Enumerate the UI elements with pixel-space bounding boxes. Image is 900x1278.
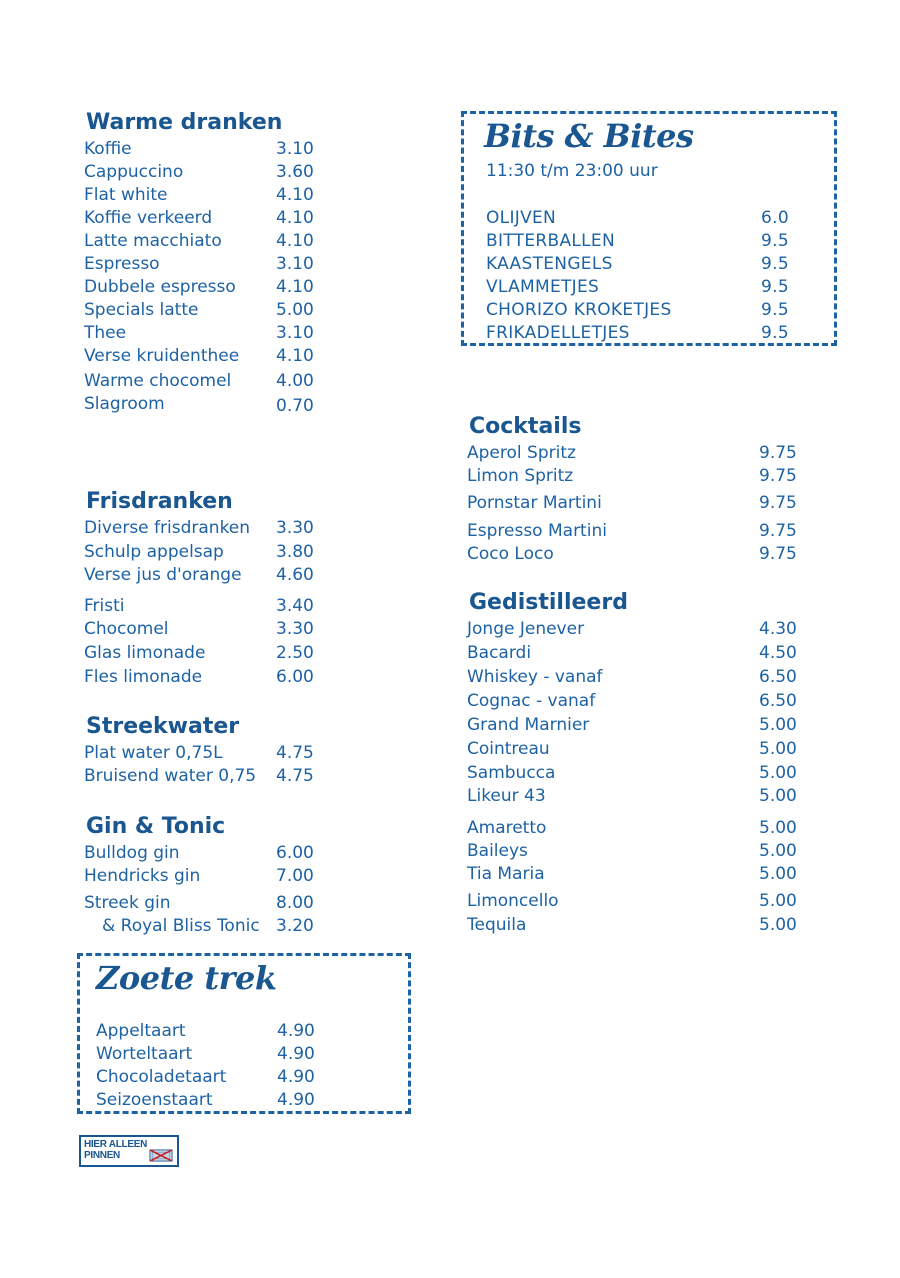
menu-item xyxy=(84,595,346,618)
item-price: 3.30 xyxy=(276,619,314,639)
item-price: 9.5 xyxy=(761,277,789,297)
menu-item xyxy=(84,345,346,368)
menu-item xyxy=(467,762,829,785)
menu-item xyxy=(467,442,829,465)
item-name: Baileys xyxy=(467,841,528,861)
item-price: 6.00 xyxy=(276,843,314,863)
menu-item xyxy=(467,642,829,665)
section-title: Streekwater xyxy=(86,714,240,739)
item-name: Cognac - vanaf xyxy=(467,691,596,711)
menu-item xyxy=(84,230,346,253)
section-title: Warme dranken xyxy=(86,110,283,135)
menu-item xyxy=(96,1020,396,1043)
item-name: Thee xyxy=(84,323,127,343)
menu-item xyxy=(84,541,346,564)
menu-item xyxy=(84,161,346,184)
menu-item xyxy=(84,842,346,865)
item-price: 4.75 xyxy=(276,743,314,763)
item-price: 4.90 xyxy=(277,1044,315,1064)
item-price: 4.00 xyxy=(276,371,314,391)
item-price: 5.00 xyxy=(759,739,797,759)
menu-item xyxy=(467,690,829,713)
section-title: Bits & Bites xyxy=(484,117,694,155)
item-price: 9.5 xyxy=(761,323,789,343)
menu-item xyxy=(84,564,346,587)
item-name: Fristi xyxy=(84,596,125,616)
item-price: 3.30 xyxy=(276,518,314,538)
item-price: 5.00 xyxy=(759,841,797,861)
item-name: Amaretto xyxy=(467,818,547,838)
menu-item xyxy=(84,618,346,641)
section-title: Frisdranken xyxy=(86,489,233,514)
item-name: & Royal Bliss Tonic xyxy=(102,916,260,936)
item-list xyxy=(86,842,346,938)
item-price: 0.70 xyxy=(276,396,314,416)
menu-item xyxy=(467,840,829,863)
item-name: Seizoenstaart xyxy=(96,1090,213,1110)
item-name: Tia Maria xyxy=(467,864,545,884)
item-name: Streek gin xyxy=(84,893,171,913)
section-streekwater xyxy=(86,714,346,788)
item-list xyxy=(469,618,829,937)
item-name: Koffie xyxy=(84,139,132,159)
item-name: Likeur 43 xyxy=(467,786,546,806)
menu-item xyxy=(467,714,829,737)
pin-only-sign xyxy=(79,1135,179,1167)
item-price: 5.00 xyxy=(759,715,797,735)
item-price: 6.0 xyxy=(761,208,789,228)
item-name: Slagroom xyxy=(84,394,165,414)
menu-item xyxy=(84,517,346,540)
menu-item xyxy=(84,742,346,765)
menu-item xyxy=(84,642,346,665)
item-name: Grand Marnier xyxy=(467,715,590,735)
item-price: 4.10 xyxy=(276,208,314,228)
item-name: Flat white xyxy=(84,185,168,205)
item-price: 4.90 xyxy=(277,1021,315,1041)
item-price: 5.00 xyxy=(759,915,797,935)
item-price: 6.50 xyxy=(759,691,797,711)
item-name: VLAMMETJES xyxy=(486,277,600,297)
item-list xyxy=(96,1020,396,1112)
item-price: 3.10 xyxy=(276,139,314,159)
item-name: Cappuccino xyxy=(84,162,184,182)
menu-item xyxy=(84,370,346,393)
item-name: Coco Loco xyxy=(467,544,554,564)
item-price: 7.00 xyxy=(276,866,314,886)
item-name: Whiskey - vanaf xyxy=(467,667,603,687)
item-name: BITTERBALLEN xyxy=(486,231,615,251)
menu-item xyxy=(84,865,346,888)
menu-item xyxy=(486,230,826,253)
item-price: 3.80 xyxy=(276,542,314,562)
item-name: Specials latte xyxy=(84,300,199,320)
pin-sign-line1: HIER ALLEEN xyxy=(84,1139,147,1150)
menu-item xyxy=(96,1089,396,1112)
item-price: 9.75 xyxy=(759,466,797,486)
item-list xyxy=(86,138,346,416)
menu-item xyxy=(486,207,826,230)
menu-item xyxy=(467,817,829,840)
menu-item xyxy=(467,543,829,566)
item-list xyxy=(86,742,346,788)
item-price: 3.10 xyxy=(276,254,314,274)
item-name: Limon Spritz xyxy=(467,466,574,486)
item-price: 5.00 xyxy=(759,818,797,838)
item-name: Limoncello xyxy=(467,891,559,911)
item-price: 4.10 xyxy=(276,277,314,297)
item-price: 5.00 xyxy=(759,786,797,806)
item-price: 5.00 xyxy=(759,864,797,884)
item-name: Espresso xyxy=(84,254,160,274)
no-cash-icon xyxy=(149,1148,173,1162)
item-price: 3.20 xyxy=(276,916,314,936)
menu-item xyxy=(84,393,346,416)
item-name: CHORIZO KROKETJES xyxy=(486,300,672,320)
item-price: 5.00 xyxy=(759,763,797,783)
item-price: 4.90 xyxy=(277,1090,315,1110)
item-price: 3.40 xyxy=(276,596,314,616)
menu-item xyxy=(467,666,829,689)
item-price: 9.75 xyxy=(759,493,797,513)
item-list xyxy=(86,517,346,689)
item-price: 5.00 xyxy=(276,300,314,320)
item-price: 9.5 xyxy=(761,231,789,251)
item-price: 9.75 xyxy=(759,521,797,541)
menu-item xyxy=(486,322,826,345)
item-name: Glas limonade xyxy=(84,643,206,663)
item-name: Plat water 0,75L xyxy=(84,743,223,763)
item-price: 2.50 xyxy=(276,643,314,663)
item-name: Cointreau xyxy=(467,739,550,759)
item-price: 9.5 xyxy=(761,300,789,320)
bits-bites-box xyxy=(461,111,837,346)
item-name: Fles limonade xyxy=(84,667,203,687)
menu-item xyxy=(84,184,346,207)
menu-item xyxy=(84,765,346,788)
item-price: 6.00 xyxy=(276,667,314,687)
section-title: Gin & Tonic xyxy=(86,814,226,839)
menu-item xyxy=(84,299,346,322)
item-price: 4.90 xyxy=(277,1067,315,1087)
item-name: Warme chocomel xyxy=(84,371,232,391)
menu-item xyxy=(467,863,829,886)
menu-item xyxy=(467,465,829,488)
section-title: Cocktails xyxy=(469,414,582,439)
item-price: 3.10 xyxy=(276,323,314,343)
section-gin-tonic xyxy=(86,814,346,938)
menu-item xyxy=(467,738,829,761)
section-gedistilleerd xyxy=(469,590,829,937)
item-name: Chocoladetaart xyxy=(96,1067,227,1087)
menu-item xyxy=(486,299,826,322)
item-name: Schulp appelsap xyxy=(84,542,224,562)
item-name: Latte macchiato xyxy=(84,231,222,251)
menu-item xyxy=(96,1066,396,1089)
pin-sign-text xyxy=(84,1139,147,1161)
item-name: Pornstar Martini xyxy=(467,493,602,513)
item-price: 4.10 xyxy=(276,346,314,366)
menu-item xyxy=(84,138,346,161)
menu-item xyxy=(486,276,826,299)
item-name: Hendricks gin xyxy=(84,866,201,886)
item-price: 4.10 xyxy=(276,231,314,251)
menu-item xyxy=(84,322,346,345)
item-name: Verse jus d'orange xyxy=(84,565,242,585)
item-price: 9.75 xyxy=(759,544,797,564)
item-name: Chocomel xyxy=(84,619,169,639)
menu-item xyxy=(84,276,346,299)
item-price: 6.50 xyxy=(759,667,797,687)
item-name: Diverse frisdranken xyxy=(84,518,251,538)
item-name: Espresso Martini xyxy=(467,521,607,541)
pin-sign-line2: PINNEN xyxy=(84,1150,120,1161)
menu-item xyxy=(96,1043,396,1066)
zoete-trek-box xyxy=(77,953,411,1114)
menu-item xyxy=(467,914,829,937)
item-name: Worteltaart xyxy=(96,1044,193,1064)
item-price: 4.30 xyxy=(759,619,797,639)
item-name: Tequila xyxy=(467,915,527,935)
item-name: Bruisend water 0,75 xyxy=(84,766,257,786)
menu-item xyxy=(467,520,829,543)
item-price: 4.75 xyxy=(276,766,314,786)
item-list xyxy=(469,442,829,566)
item-price: 4.50 xyxy=(759,643,797,663)
item-price: 8.00 xyxy=(276,893,314,913)
item-name: Aperol Spritz xyxy=(467,443,576,463)
item-name: Dubbele espresso xyxy=(84,277,236,297)
item-price: 3.60 xyxy=(276,162,314,182)
section-cocktails xyxy=(469,414,829,566)
section-warme-dranken xyxy=(86,110,346,416)
item-name: Bulldog gin xyxy=(84,843,180,863)
item-price: 4.10 xyxy=(276,185,314,205)
item-price: 9.5 xyxy=(761,254,789,274)
opening-hours: 11:30 t/m 23:00 uur xyxy=(486,161,658,181)
item-price: 9.75 xyxy=(759,443,797,463)
menu-item xyxy=(467,785,829,808)
item-price: 4.60 xyxy=(276,565,314,585)
item-name: Bacardi xyxy=(467,643,532,663)
menu-item xyxy=(467,890,829,913)
menu-item xyxy=(84,253,346,276)
item-name: OLIJVEN xyxy=(486,208,557,228)
item-price: 5.00 xyxy=(759,891,797,911)
item-name: Jonge Jenever xyxy=(467,619,585,639)
item-name: Koffie verkeerd xyxy=(84,208,213,228)
menu-item xyxy=(467,618,829,641)
menu-item xyxy=(84,892,346,915)
section-title: Gedistilleerd xyxy=(469,590,628,615)
section-title: Zoete trek xyxy=(96,959,277,997)
item-name: Sambucca xyxy=(467,763,556,783)
item-name: FRIKADELLETJES xyxy=(486,323,630,343)
menu-item xyxy=(102,915,346,938)
item-name: KAASTENGELS xyxy=(486,254,613,274)
menu-item xyxy=(467,492,829,515)
menu-item xyxy=(84,207,346,230)
item-list xyxy=(486,207,826,345)
menu-item xyxy=(84,666,346,689)
section-frisdranken xyxy=(86,489,346,689)
item-name: Appeltaart xyxy=(96,1021,186,1041)
menu-item xyxy=(486,253,826,276)
item-name: Verse kruidenthee xyxy=(84,346,240,366)
